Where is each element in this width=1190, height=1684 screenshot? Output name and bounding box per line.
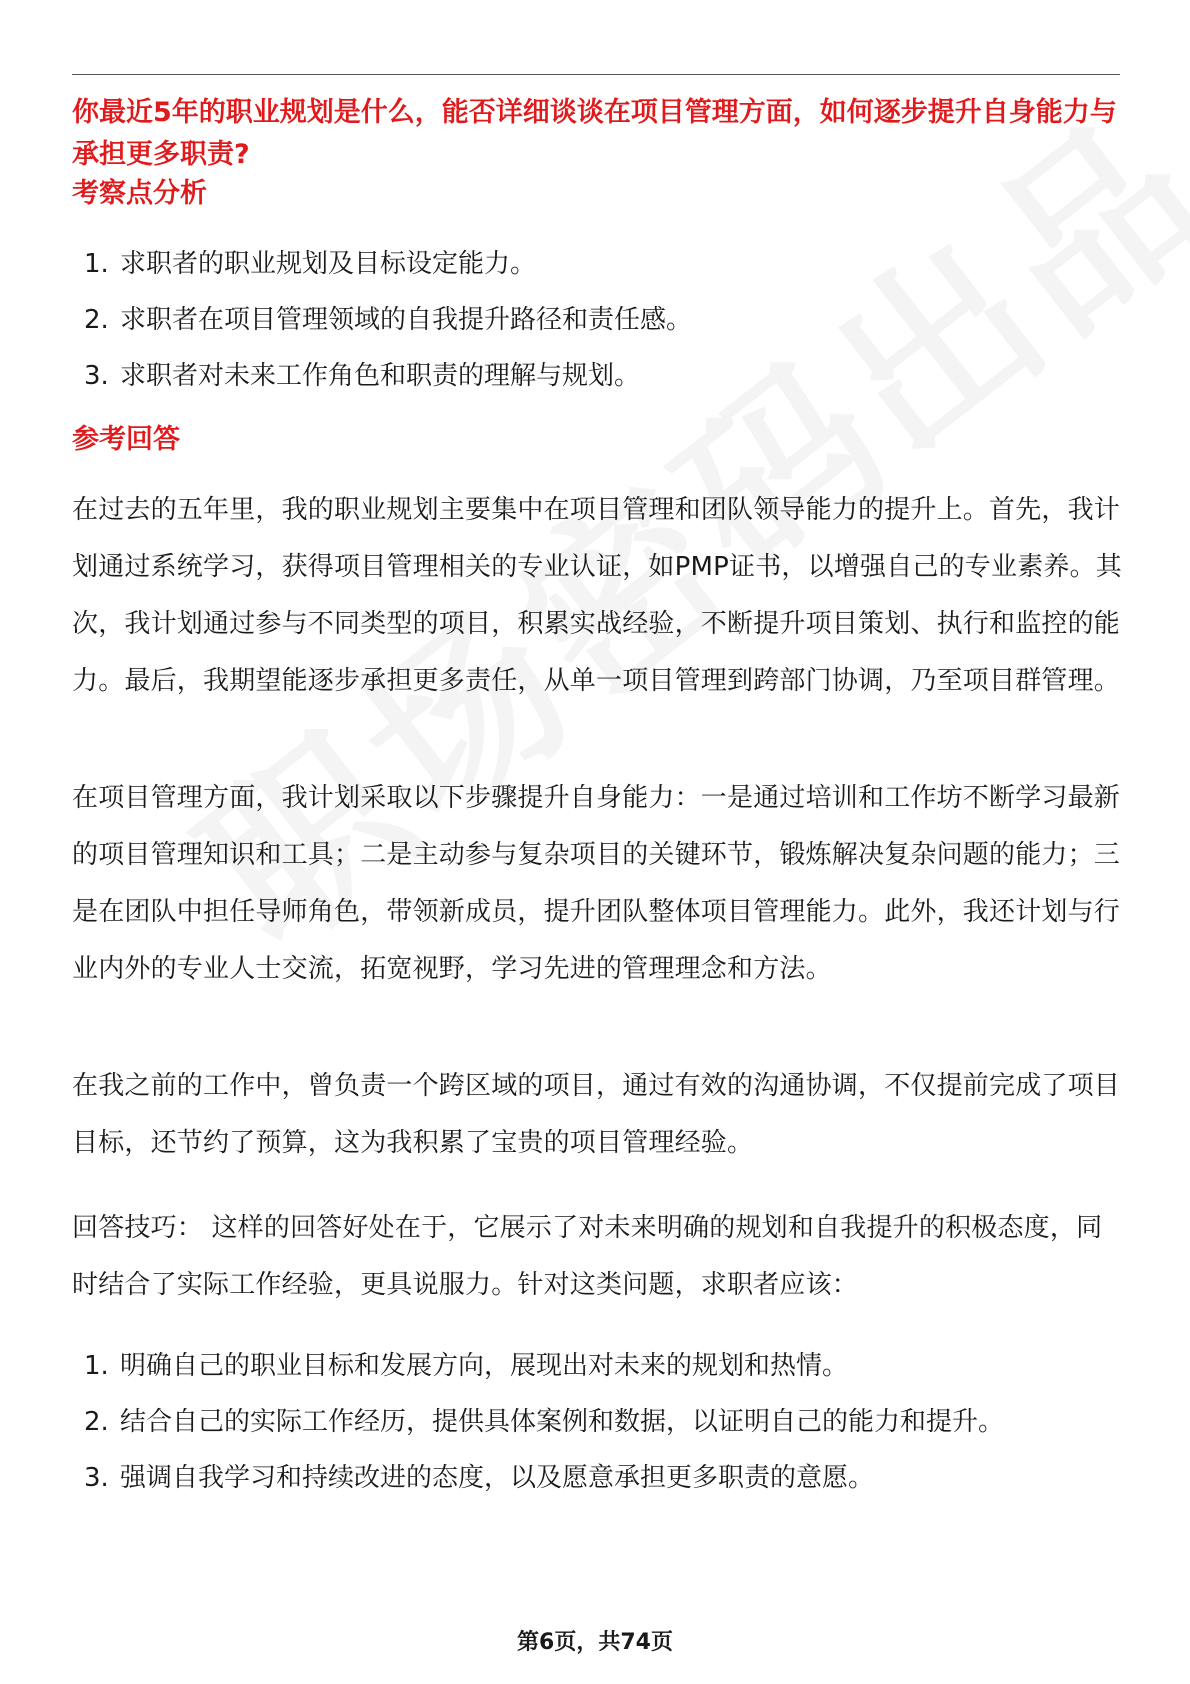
list-number: 3. — [84, 361, 109, 391]
tips-list — [84, 1338, 1114, 1506]
list-item — [84, 236, 1114, 292]
list-item — [84, 348, 1114, 404]
question-title: 你最近5年的职业规划是什么，能否详细谈谈在项目管理方面，如何逐步提升自身能力与承担更多职责? — [72, 97, 1117, 170]
list-number: 1. — [84, 249, 109, 279]
list-number: 3. — [84, 1463, 109, 1493]
list-number: 1. — [84, 1351, 109, 1381]
analysis-list — [84, 236, 1114, 404]
answer-paragraph-3: 在我之前的工作中，曾负责一个跨区域的项目，通过有效的沟通协调，不仅提前完成了项目目标，还节约了预算，这为我积累了宝贵的项目管理经验。 — [72, 1071, 1121, 1158]
list-item — [84, 1394, 1114, 1450]
list-item — [84, 1338, 1114, 1394]
answer-paragraph-2: 在项目管理方面，我计划采取以下步骤提升自身能力：一是通过培训和工作坊不断学习最新的项目管理知识和工具；二是主动参与复杂项目的关键环节，锻炼解决复杂问题的能力；三是在团队中担任导师角色，带领新成员，提升团队整体项目管理能力。此外，我还计划与行业内外的专业人士交流，拓宽视野，学习先进的管理理念和方法。 — [72, 783, 1121, 984]
list-text: 明确自己的职业目标和发展方向，展现出对未来的规划和热情。 — [120, 1351, 849, 1381]
document-page — [72, 0, 1120, 1684]
analysis-heading: 考察点分析 — [72, 178, 207, 209]
list-text: 求职者的职业规划及目标设定能力。 — [120, 249, 537, 279]
list-text: 求职者在项目管理领域的自我提升路径和责任感。 — [120, 305, 693, 335]
answer-tips-paragraph: 回答技巧： 这样的回答好处在于，它展示了对未来明确的规划和自我提升的积极态度，同时结合了实际工作经验，更具说服力。针对这类问题，求职者应该： — [72, 1213, 1103, 1300]
top-divider — [72, 74, 1120, 75]
list-text: 求职者对未来工作角色和职责的理解与规划。 — [120, 361, 641, 391]
answer-heading: 参考回答 — [72, 424, 180, 455]
page-footer: 第6页，共74页 — [517, 1630, 673, 1655]
list-number: 2. — [84, 305, 109, 335]
list-text: 强调自我学习和持续改进的态度，以及愿意承担更多职责的意愿。 — [120, 1463, 875, 1493]
list-text: 结合自己的实际工作经历，提供具体案例和数据，以证明自己的能力和提升。 — [120, 1407, 1005, 1437]
list-number: 2. — [84, 1407, 109, 1437]
list-item — [84, 292, 1114, 348]
answer-paragraph-1: 在过去的五年里，我的职业规划主要集中在项目管理和团队领导能力的提升上。首先，我计划通过系统学习，获得项目管理相关的专业认证，如PMP证书，以增强自己的专业素养。其次，我计划通过参与不同类型的项目，积累实战经验，不断提升项目策划、执行和监控的能力。最后，我期望能逐步承担更多责任，从单一项目管理到跨部门协调，乃至项目群管理。 — [72, 495, 1122, 696]
list-item — [84, 1450, 1114, 1506]
